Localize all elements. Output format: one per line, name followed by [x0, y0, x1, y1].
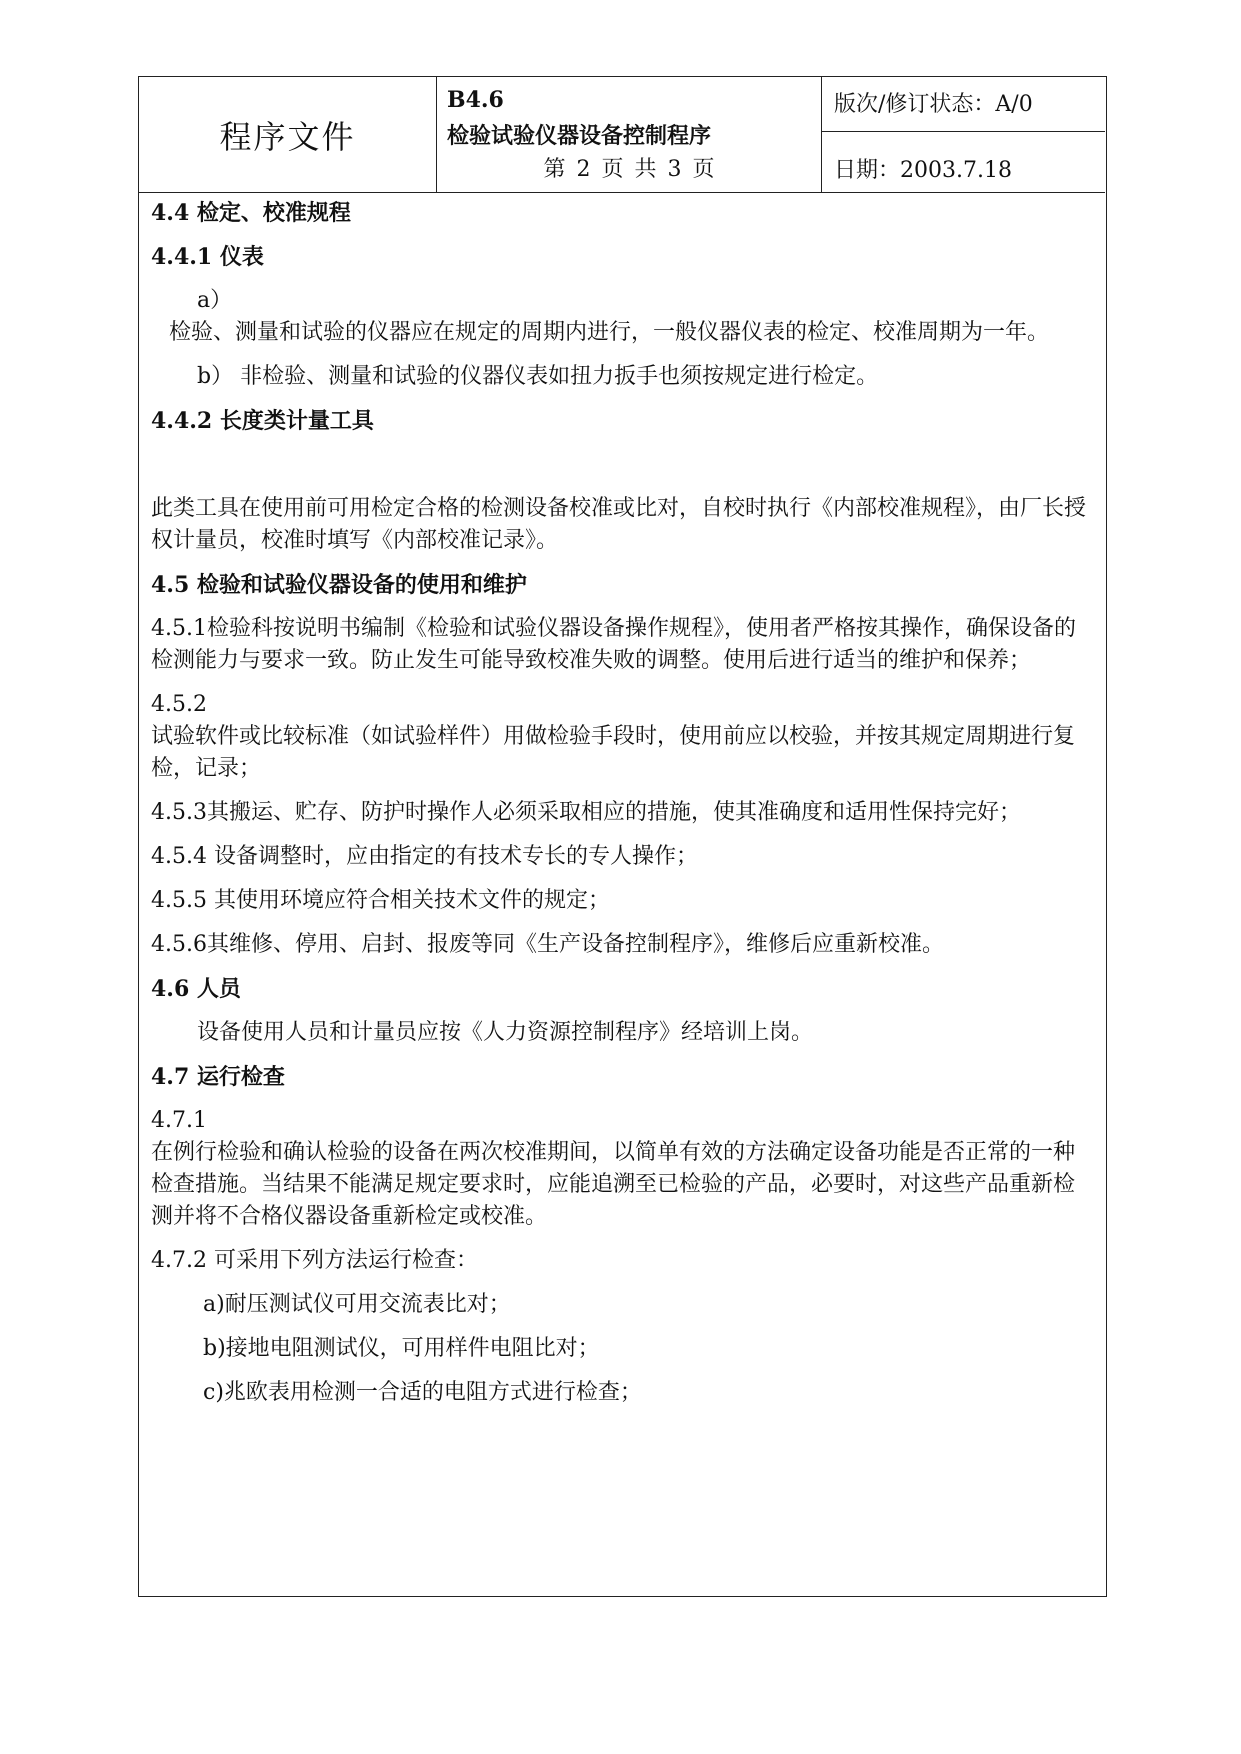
list-item: c)兆欧表用检测一合适的电阻方式进行检查；: [203, 1380, 642, 1405]
title-cell: [437, 77, 822, 192]
paragraph: 4.5.5 其使用环境应符合相关技术文件的规定；: [151, 888, 610, 913]
section-heading: 4.4 检定、校准规程: [151, 200, 351, 226]
doc-date: 日期：2003.7.18: [834, 158, 1012, 183]
section-heading: 4.7 运行检查: [151, 1064, 285, 1090]
item-text: 试验软件或比较标准（如试验样件）用做检验手段时，使用前应以校验，并按其规定周期进行复检，记录；: [151, 724, 1076, 781]
doc-type-cell: [139, 77, 437, 192]
revision-status: 版次/修订状态：A/0: [822, 77, 1105, 132]
doc-type: 程序文件: [219, 117, 356, 156]
paragraph: 设备使用人员和计量员应按《人力资源控制程序》经培训上岗。: [197, 1020, 814, 1045]
meta-cell: [822, 77, 1105, 192]
subsection-heading: 4.4.2 长度类计量工具: [151, 408, 374, 434]
section-heading: 4.5 检验和试验仪器设备的使用和维护: [151, 572, 527, 598]
paragraph: 4.7.2 可采用下列方法运行检查：: [151, 1248, 478, 1273]
list-item: b)接地电阻测试仪，可用样件电阻比对；: [203, 1336, 600, 1361]
document-frame: [138, 76, 1107, 1597]
page-info: 第 2 页 共 3 页: [543, 157, 715, 182]
paragraph: 4.5.3其搬运、贮存、防护时操作人必须采取相应的措施，使其准确度和适用性保持完好；: [151, 800, 1021, 825]
paragraph: 4.5.4 设备调整时，应由指定的有技术专长的专人操作；: [151, 844, 698, 869]
spacer: [151, 449, 1091, 481]
document-body: [151, 197, 1091, 1421]
document-header: [139, 77, 1105, 193]
list-item: [151, 285, 1091, 317]
item-text: 在例行检验和确认检验的设备在两次校准期间，以简单有效的方法确定设备功能是否正常的一种检查措施。当结果不能满足规定要求时，应能追溯至已检验的产品，必要时，对这些产品重新检测并将不合格仪器设备重新检定或校准。: [151, 1140, 1076, 1229]
item-label: 4.5.2: [151, 692, 207, 717]
section-heading: 4.6 人员: [151, 976, 241, 1002]
paragraph: [151, 1105, 1091, 1233]
paragraph: 此类工具在使用前可用检定合格的检测设备校准或比对，自校时执行《内部校准规程》，由厂长授权计量员，校准时填写《内部校准记录》。: [151, 496, 1087, 553]
item-label: 4.7.1: [151, 1108, 207, 1133]
paragraph: [151, 689, 1091, 785]
list-item: b） 非检验、测量和试验的仪器仪表如扭力扳手也须按规定进行检定。: [197, 364, 879, 389]
item-label: a）: [197, 288, 233, 313]
subsection-heading: 4.4.1 仪表: [151, 244, 264, 270]
paragraph: 4.5.1检验科按说明书编制《检验和试验仪器设备操作规程》，使用者严格按其操作，确保设备的检测能力与要求一致。防止发生可能导致校准失败的调整。使用后进行适当的维护和保养；: [151, 616, 1076, 673]
paragraph: 4.5.6其维修、停用、启封、报废等同《生产设备控制程序》，维修后应重新校准。: [151, 932, 944, 957]
list-item: a)耐压测试仪可用交流表比对；: [203, 1292, 511, 1317]
paragraph: 检验、测量和试验的仪器应在规定的周期内进行，一般仪器仪表的检定、校准周期为一年。: [169, 320, 1050, 345]
doc-title: 检验试验仪器设备控制程序: [447, 123, 712, 149]
doc-code: B4.6: [447, 87, 504, 113]
